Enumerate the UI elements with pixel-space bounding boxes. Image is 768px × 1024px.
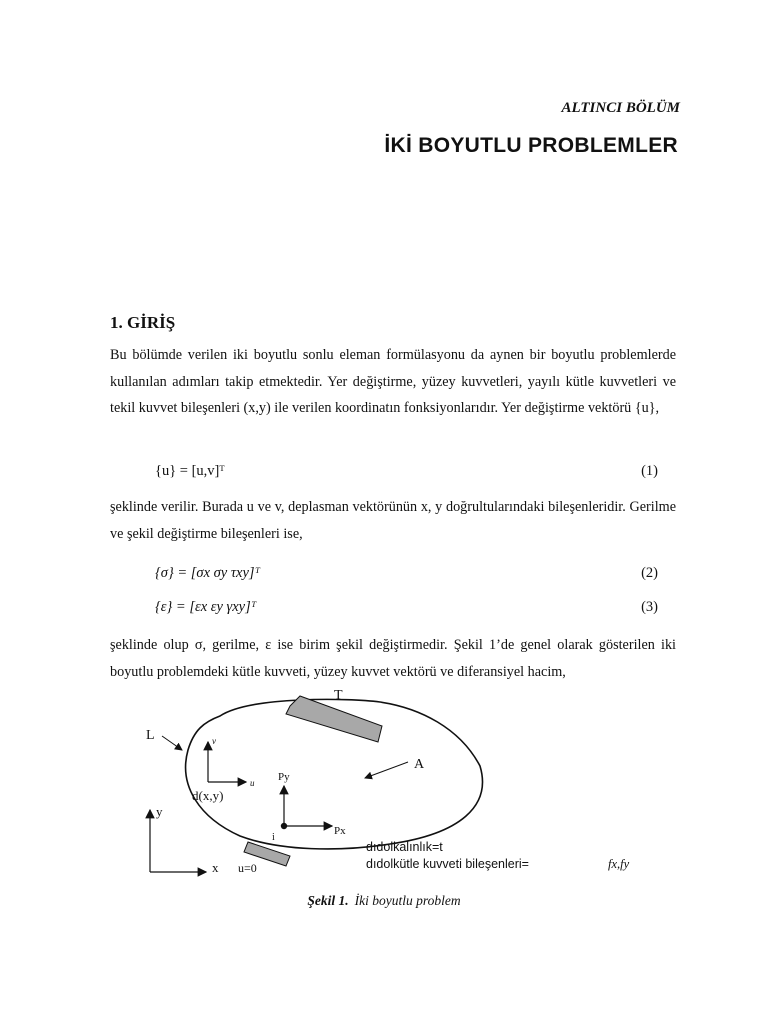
label-y: y (156, 804, 163, 819)
figure-caption-text: İki boyutlu problem (354, 893, 461, 908)
paragraph-intro: Bu bölümde verilen iki boyutlu sonlu eleman formülasyonu da aynen bir boyutlu problemlerde kullanılan adımları takip etmektedir. Yer değiştirme, yüzey kuvvetleri, yayılı kütle kuvvetleri ve tekil kuvvet bileşenleri (x,y) ile verilen koordinatın fonksiyonlarıdır. Yer değiştirme vektörü {u}, (110, 347, 676, 416)
label-T: T (334, 688, 343, 703)
label-v: v (212, 736, 216, 746)
note-thickness: dıdolkalınlık=t (366, 840, 443, 854)
label-Py: Py (278, 771, 290, 783)
label-x: x (212, 860, 219, 875)
label-A: A (414, 757, 425, 772)
equation-2-number: (2) (641, 565, 658, 581)
paragraph-displacement: şeklinde verilir. Burada u ve v, deplasman vektörünün x, y doğrultularındaki bileşenleridir. Gerilme ve şekil değiştirme bileşenleri ise, (110, 499, 676, 542)
label-i: i (272, 832, 275, 843)
label-u: u (250, 778, 255, 788)
label-d: d(x,y) (192, 788, 224, 803)
chapter-title: İKİ BOYUTLU PROBLEMLER (384, 134, 678, 157)
equation-3: {ε} = [εx εy γxy]ᵀ (155, 599, 257, 615)
label-L: L (146, 728, 155, 743)
note-body-force: dıdolkütle kuvveti bileşenleri= (366, 857, 529, 871)
label-u0: u=0 (238, 861, 257, 875)
paragraph-figure-intro: şeklinde olup σ, gerilme, ε ise birim şekil değiştirmedir. Şekil 1’de genel olarak gösterilen iki boyutlu problemdeki kütle kuvveti, yüzey kuvvet vektörü ve diferansiyel hacim, (110, 637, 676, 680)
equation-1-number: (1) (641, 463, 658, 479)
equation-2: {σ} = [σx σy τxy]ᵀ (155, 565, 261, 581)
equation-3-number: (3) (641, 599, 658, 615)
figure-caption-label: Şekil 1. (307, 893, 349, 908)
section-heading: 1. GİRİŞ (110, 313, 176, 332)
note-fxfy: fx,fy (608, 857, 630, 871)
chapter-heading: ALTINCI BÖLÜM (561, 100, 680, 116)
equation-1: {u} = [u,v]ᵀ (155, 463, 225, 479)
label-Px: Px (334, 825, 346, 837)
figure-caption (0, 893, 768, 909)
two-dimensional-problem-figure (130, 686, 650, 886)
